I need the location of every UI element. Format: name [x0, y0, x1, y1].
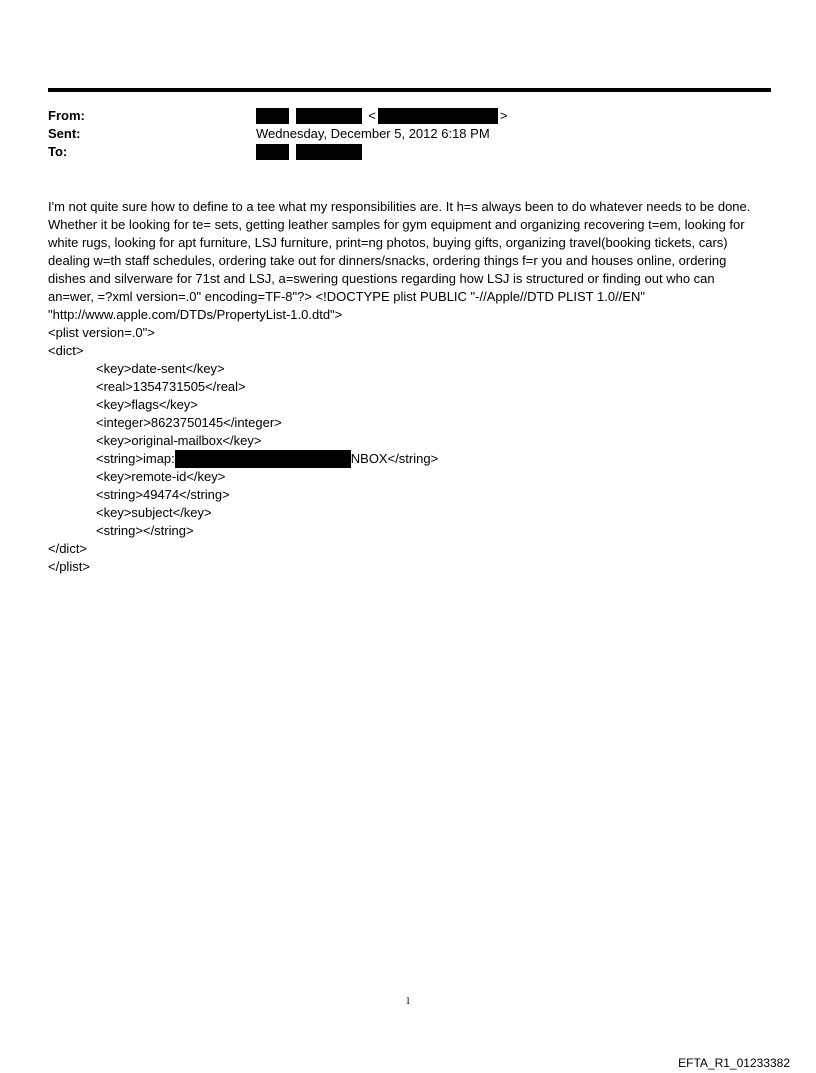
xml-line: <string></string> — [96, 523, 194, 538]
xml-line: <key>original-mailbox</key> — [96, 433, 262, 448]
from-label: From: — [48, 108, 85, 123]
xml-mailbox-prefix: <string>imap: — [96, 451, 175, 466]
xml-line: <plist version=.0"> — [48, 325, 155, 340]
xml-line: </plist> — [48, 559, 90, 574]
redaction-box — [296, 144, 362, 160]
to-value — [256, 144, 362, 160]
from-lt: < — [368, 108, 376, 123]
xml-line: <dict> — [48, 343, 84, 358]
from-value — [256, 108, 507, 124]
sent-value: Wednesday, December 5, 2012 6:18 PM — [256, 126, 490, 141]
header-rule — [48, 88, 771, 92]
xml-line: <real>1354731505</real> — [96, 379, 246, 394]
xml-line: <integer>8623750145</integer> — [96, 415, 282, 430]
document-id: EFTA_R1_01233382 — [678, 1056, 790, 1070]
xml-mailbox-suffix: NBOX</string> — [350, 451, 439, 466]
xml-line: <string>49474</string> — [96, 487, 230, 502]
xml-line: <key>flags</key> — [96, 397, 198, 412]
body-paragraph: I'm not quite sure how to define to a tee what my responsibilities are. It h=s always been to do whatever needs to be done. Whether it be looking for te= sets, getting leather samples for gym equipment and organizing recovering t=em, looking for white rugs, looking for apt furniture, LSJ furniture, print=ng photos, buying gifts, organizing travel(booking tickets, cars) dealing w=th staff schedules, ordering take out for dinners/snacks, ordering things f=r you and houses online, ordering dishes and silverware for 71st and LSJ, a=swering questions regarding how LSJ is structured or finding out who can an=wer, =?xml version=.0" encoding=TF-8"?> <!DOCTYPE plist PUBLIC "-//Apple//DTD PLIST 1.0//EN" "http://www.apple.com/DTDs/PropertyList-1.0.dtd"> — [48, 199, 751, 322]
xml-line: <key>date-sent</key> — [96, 361, 225, 376]
to-label: To: — [48, 144, 68, 159]
redaction-box — [296, 108, 362, 124]
redaction-box — [378, 108, 498, 124]
xml-line: <key>subject</key> — [96, 505, 212, 520]
sent-label: Sent: — [48, 126, 81, 141]
xml-block — [48, 324, 758, 576]
from-gt: > — [499, 108, 508, 123]
redaction-box — [256, 144, 289, 160]
xml-line: <key>remote-id</key> — [96, 469, 226, 484]
email-body — [48, 198, 758, 576]
xml-line-mailbox — [48, 450, 758, 468]
xml-line: </dict> — [48, 541, 88, 556]
redaction-box — [175, 450, 351, 468]
page-number: 1 — [405, 996, 411, 1007]
redaction-box — [256, 108, 289, 124]
